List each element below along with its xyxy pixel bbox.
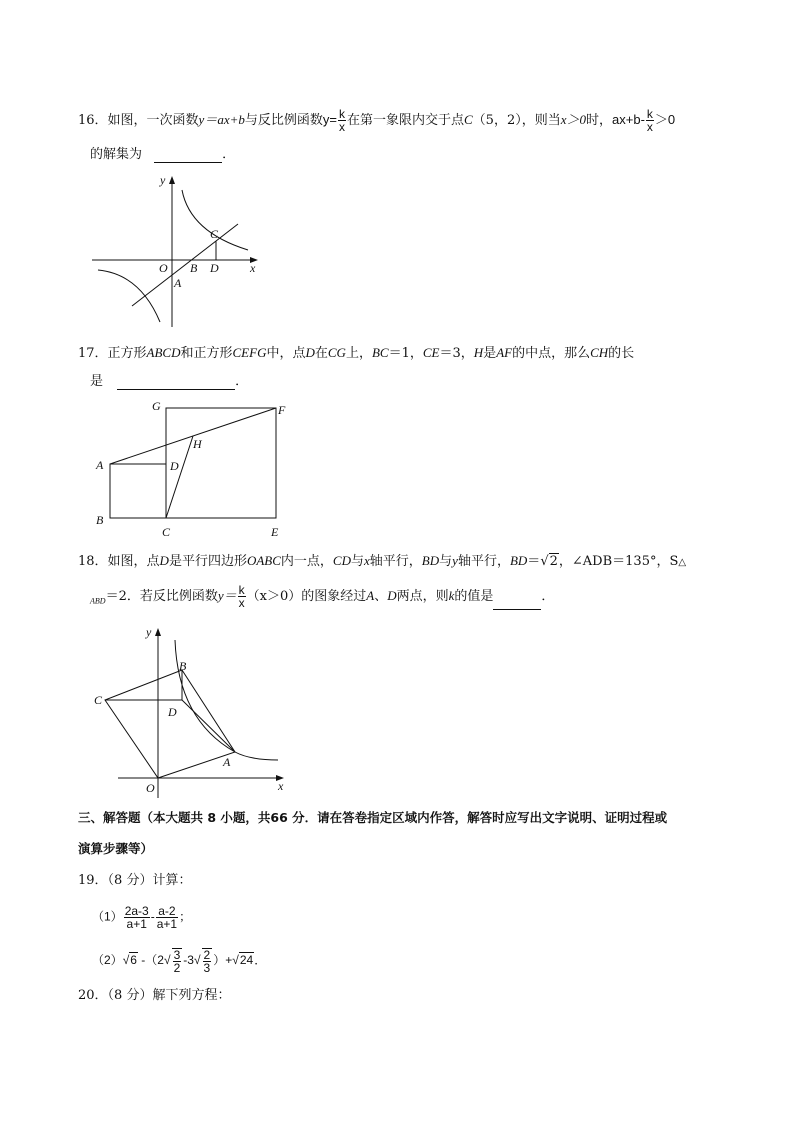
q18-text: 是平行四边形 <box>168 554 247 569</box>
segment-ch: CH <box>590 345 609 360</box>
frac-numerator: k <box>338 107 345 121</box>
q18-line2 <box>90 584 554 610</box>
q16-fraction-k-x <box>338 108 346 133</box>
sqrt-3-2: √ $\frac{3}{2}$ <box>163 948 181 975</box>
q18-text: 轴平行， <box>457 554 510 569</box>
point-d: D <box>159 553 169 568</box>
label-d: D <box>170 459 179 473</box>
q16-line2 <box>90 147 235 163</box>
q17-line2 <box>90 374 248 390</box>
sqrt-2: √2 <box>540 554 558 569</box>
frac-numerator: 3 <box>173 948 181 962</box>
q16-inequality-end: ＞0 <box>654 112 676 127</box>
sqrt-24: √24 <box>232 953 254 968</box>
q19-title <box>78 873 191 889</box>
frac-denominator: a+1 <box>156 917 178 931</box>
q17-value: ＝3， <box>439 346 474 361</box>
label-e: E <box>271 525 279 539</box>
q18-text: 两点，则 <box>396 589 449 604</box>
q18-line1 <box>78 553 686 571</box>
q16-coord: （5，2） <box>472 113 522 128</box>
frac-numerator: 2a-3 <box>124 904 149 918</box>
expr-text: -3 <box>183 953 194 968</box>
y-arrow-icon <box>155 628 161 636</box>
label-c: C <box>94 693 103 707</box>
label-a: A <box>223 755 231 769</box>
fraction-2 <box>156 905 178 930</box>
parallelogram-shape <box>105 670 235 778</box>
section3-heading-cont <box>78 841 153 857</box>
q18-text: 、 <box>374 589 388 604</box>
section3-line1: 三、解答题（本大题共 8 小题，共66 分．请在答卷指定区域内作答，解答时应写出文字说明、证明过程或 <box>78 810 668 825</box>
y-axis-name: y <box>452 553 458 568</box>
segment-da-line <box>182 700 235 752</box>
q20-title <box>78 988 230 1004</box>
radicand: 6 <box>130 953 137 968</box>
expr-text: -（2 <box>137 953 164 968</box>
frac-denominator: x <box>238 596 245 610</box>
hyperbola-q3 <box>98 270 160 322</box>
fraction <box>202 948 213 974</box>
q17-text: 在 <box>314 346 328 361</box>
q16-text: 的解集为 <box>90 147 143 162</box>
point-d: D <box>305 345 315 360</box>
q16-fraction-k-x-2 <box>646 108 654 133</box>
q17-text: 是 <box>90 374 104 389</box>
segment-cd: CD <box>332 553 351 568</box>
q19-part2 <box>92 948 266 974</box>
answer-blank[interactable] <box>154 150 222 163</box>
q18-angle: ，∠ADB <box>558 554 613 569</box>
q16-text: 在第一象限内交于点 <box>346 113 464 128</box>
q18-text: 的值是 <box>454 589 494 604</box>
segment-af: AF <box>496 345 513 360</box>
q19-part1 <box>92 905 191 930</box>
q18-angle-value: ＝135°，S <box>612 554 679 569</box>
label-o: O <box>159 261 168 275</box>
q18-text: ＝2．若反比例函数 <box>105 589 218 604</box>
label-x: x <box>278 779 284 793</box>
q17-figure <box>90 396 300 542</box>
q16-text: ，则当 <box>521 113 561 128</box>
sqrt-2-3: √ $\frac{2}{3}$ <box>193 948 211 975</box>
label-a: A <box>174 276 182 290</box>
q17-text: 17．正方形 <box>78 346 147 361</box>
label-d: D <box>210 261 219 275</box>
q16-point-c: C <box>464 112 473 127</box>
label-b: B <box>96 513 104 527</box>
label-c: C <box>162 525 171 539</box>
point-a: A <box>366 588 375 603</box>
q16-inequality: ax+b- <box>612 112 645 127</box>
q18-y-eq: y＝ <box>217 588 237 603</box>
minus: - <box>150 909 155 924</box>
hyperbola-q1 <box>182 190 248 250</box>
q17-text: 的长 <box>608 346 635 361</box>
q18-figure <box>90 620 300 805</box>
q18-eq: ＝ <box>527 554 541 569</box>
q16-linear-function: y＝ax+b <box>198 112 245 127</box>
label-g: G <box>152 399 161 413</box>
segment-cg: CG <box>327 345 346 360</box>
q19-text: 19．（8 分）计算： <box>78 873 192 888</box>
square-abcd-shape <box>110 464 166 518</box>
q18-condition: （x＞0）的图象经过 <box>246 589 367 604</box>
hyperbola <box>175 640 278 760</box>
q17-value: ＝1， <box>388 346 423 361</box>
label-d: D <box>168 705 177 719</box>
square-abcd: ABCD <box>146 345 181 360</box>
frac-denominator: x <box>338 120 345 134</box>
linear-line <box>132 224 238 306</box>
triangle-symbol: △ <box>678 557 687 568</box>
frac-denominator: x <box>646 120 653 134</box>
q17-period: ． <box>235 374 249 389</box>
q18-text: 内一点， <box>280 554 333 569</box>
q16-y-eq: y= <box>322 112 337 127</box>
q16-period: ． <box>222 147 236 162</box>
label-x: x <box>250 261 256 275</box>
q17-text: 是 <box>483 346 497 361</box>
label-f: F <box>278 403 286 417</box>
q18-fraction-k-x <box>238 584 246 609</box>
frac-denominator: 2 <box>173 961 181 975</box>
fraction <box>172 948 183 974</box>
point-h: H <box>473 345 484 360</box>
frac-numerator: k <box>238 583 245 597</box>
q18-period: ． <box>541 589 555 604</box>
segment-ce: CE <box>422 345 440 360</box>
parallelogram-oabc: OABC <box>246 553 281 568</box>
triangle-subscript: ABD <box>90 596 106 606</box>
q16-text: 时， <box>586 113 613 128</box>
label-o: O <box>146 781 155 795</box>
square-cefg: CEFG <box>232 345 267 360</box>
q16-condition: x＞0 <box>560 112 587 127</box>
q17-text: 中，点 <box>266 346 306 361</box>
section3-heading <box>78 810 667 826</box>
label-c: C <box>210 227 219 241</box>
point-d: D <box>387 588 397 603</box>
label-b: B <box>190 261 198 275</box>
q17-line1 <box>78 345 634 362</box>
part-label: （2） <box>92 953 123 968</box>
label-h: H <box>193 437 202 451</box>
square-cefg-shape <box>166 408 276 518</box>
frac-numerator: a-2 <box>156 905 178 918</box>
semicolon: ； <box>179 909 192 924</box>
q18-text: 轴平行， <box>369 554 422 569</box>
q16-text: 与反比例函数 <box>244 113 323 128</box>
q17-text: 上， <box>345 346 372 361</box>
segment-bd: BD <box>421 553 440 568</box>
section3-line2: 演算步骤等） <box>78 841 154 856</box>
label-y: y <box>146 625 152 639</box>
label-y: y <box>160 173 166 187</box>
q16-figure <box>90 170 270 330</box>
q18-text: 与 <box>439 554 453 569</box>
sqrt-6: √6 <box>122 953 137 968</box>
frac-numerator: k <box>646 107 653 121</box>
frac-denominator: a+1 <box>126 917 147 931</box>
frac-numerator: 2 <box>203 948 211 962</box>
segment-bd: BD <box>509 553 528 568</box>
q17-text: 和正方形 <box>180 346 233 361</box>
frac-denominator: 3 <box>203 961 211 975</box>
q16-text: 16．如图，一次函数 <box>78 113 199 128</box>
answer-blank[interactable] <box>493 597 541 610</box>
x-axis-name: x <box>364 553 370 568</box>
answer-blank[interactable] <box>117 377 235 390</box>
expr-text: ）+ <box>213 953 233 968</box>
label-a: A <box>96 458 104 472</box>
segment-ch-line <box>166 436 193 518</box>
period: ． <box>254 953 267 968</box>
segment-bc: BC <box>371 345 389 360</box>
q18-text: 与 <box>350 554 364 569</box>
radicand: 24 <box>239 953 254 968</box>
y-arrow-icon <box>169 176 175 184</box>
q20-text: 20．（8 分）解下列方程： <box>78 988 231 1003</box>
q16-line1 <box>78 108 675 133</box>
q18-text: 18．如图，点 <box>78 554 160 569</box>
q17-text: 的中点，那么 <box>512 346 591 361</box>
part-label: （1） <box>92 909 123 924</box>
label-b: B <box>179 659 187 673</box>
var-k: k <box>448 588 455 603</box>
radicand: 2 <box>549 554 558 569</box>
fraction-1 <box>124 905 150 930</box>
